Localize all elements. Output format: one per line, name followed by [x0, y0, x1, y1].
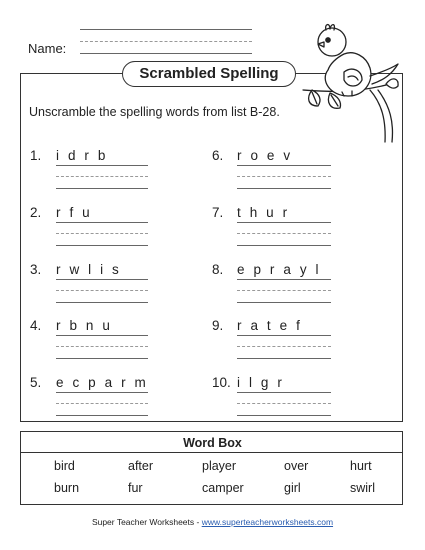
answer-line[interactable] [56, 358, 148, 359]
word-box-word: player [202, 459, 237, 473]
answer-line[interactable] [56, 415, 148, 416]
name-answer-line[interactable] [80, 53, 252, 54]
scrambled-word: e p r a y l [237, 262, 322, 277]
name-line-middle [80, 41, 252, 42]
word-box-word: fur [128, 481, 143, 495]
underline [237, 165, 331, 166]
footer-text: Super Teacher Worksheets - [91, 517, 202, 527]
scrambled-word: r a t e f [237, 318, 303, 333]
answer-line[interactable] [56, 188, 148, 189]
underline [56, 392, 148, 393]
answer-line[interactable] [237, 302, 331, 303]
answer-guide [56, 346, 148, 347]
item-number: 5. [30, 375, 42, 390]
item-number: 7. [212, 205, 224, 220]
word-box-word: girl [284, 481, 301, 495]
word-box-word: burn [54, 481, 80, 495]
instructions: Unscramble the spelling words from list B-28. [29, 105, 280, 119]
answer-line[interactable] [237, 358, 331, 359]
word-box-word: hurt [350, 459, 372, 473]
answer-guide [237, 290, 331, 291]
word-box-word: over [284, 459, 309, 473]
word-box-word: after [128, 459, 154, 473]
item-number: 1. [30, 148, 42, 163]
answer-line[interactable] [56, 245, 148, 246]
scrambled-word: i d r b [56, 148, 108, 163]
underline [56, 279, 148, 280]
word-box-word: swirl [350, 481, 375, 495]
scrambled-word: t h u r [237, 205, 290, 220]
item-number: 10. [212, 375, 231, 390]
word-box-divider [20, 452, 403, 453]
word-box-word: bird [54, 459, 75, 473]
underline [56, 222, 148, 223]
underline [237, 392, 331, 393]
item-number: 6. [212, 148, 224, 163]
answer-line[interactable] [237, 415, 331, 416]
answer-guide [237, 403, 331, 404]
answer-guide [237, 346, 331, 347]
scrambled-word: r o e v [237, 148, 293, 163]
item-number: 9. [212, 318, 224, 333]
scrambled-word: r w l i s [56, 262, 122, 277]
answer-guide [56, 403, 148, 404]
answer-guide [237, 176, 331, 177]
scrambled-word: r b n u [56, 318, 113, 333]
name-line-top [80, 29, 252, 30]
scrambled-word: r f u [56, 205, 93, 220]
underline [237, 222, 331, 223]
item-number: 2. [30, 205, 42, 220]
word-box-word: camper [202, 481, 244, 495]
scrambled-word: i l g r [237, 375, 285, 390]
footer [0, 517, 425, 527]
item-number: 4. [30, 318, 42, 333]
underline [56, 165, 148, 166]
page-title: Scrambled Spelling [122, 61, 296, 87]
answer-guide [56, 233, 148, 234]
item-number: 8. [212, 262, 224, 277]
underline [237, 335, 331, 336]
underline [56, 335, 148, 336]
answer-line[interactable] [237, 188, 331, 189]
underline [237, 279, 331, 280]
answer-guide [237, 233, 331, 234]
footer-link[interactable]: www.superteacherworksheets.com [201, 517, 334, 527]
bird-icon [300, 20, 400, 145]
item-number: 3. [30, 262, 42, 277]
word-box-title: Word Box [183, 436, 242, 450]
answer-guide [56, 290, 148, 291]
answer-guide [56, 176, 148, 177]
name-label: Name: [28, 41, 67, 56]
answer-line[interactable] [237, 245, 331, 246]
scrambled-word: e c p a r m [56, 375, 149, 390]
answer-line[interactable] [56, 302, 148, 303]
